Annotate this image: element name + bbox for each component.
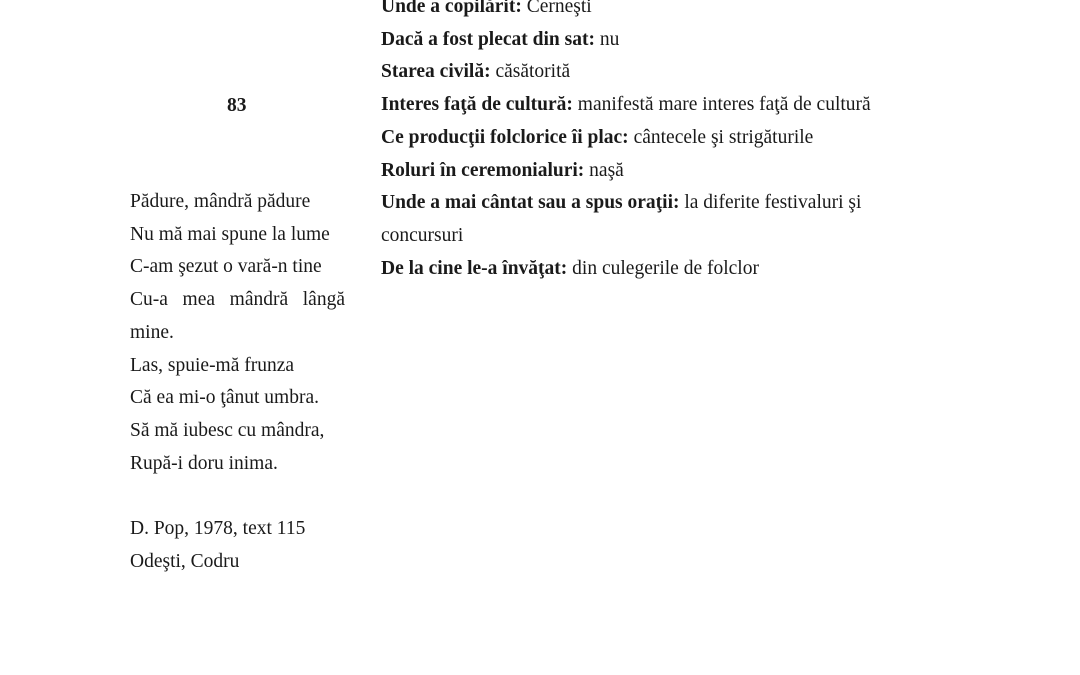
field-value: din culegerile de folclor [567, 257, 759, 279]
field-label: Ce producţii folclorice îi plac: [381, 126, 629, 148]
poem-line: mine. [130, 321, 174, 343]
field-label: Unde a mai cântat sau a spus oraţii: [381, 192, 680, 214]
field-value: nu [594, 28, 620, 50]
field-childhood-place [381, 0, 921, 24]
field-marital-status [381, 56, 921, 89]
field-label: De la cine le-a învăţat: [381, 257, 568, 279]
poem-line: Las, spuie-mă frunza [130, 354, 295, 376]
field-cultural-interest [381, 89, 921, 122]
field-value: manifestă mare interes faţă de cultură [572, 94, 871, 116]
field-value: cântecele şi strigăturile [628, 126, 814, 148]
poem-line: Nu mă mai spune la lume [130, 223, 330, 245]
field-label: Interes faţă de cultură: [381, 94, 573, 116]
poem-column [130, 186, 345, 578]
field-value: naşă [584, 159, 624, 181]
field-value: Cerneşti [521, 0, 592, 17]
entry-number: 83 [227, 95, 247, 116]
poem-line: Cu-a mea mândră lângă [130, 289, 345, 311]
field-label: Unde a copilărit: [381, 0, 522, 17]
field-ceremonial-roles [381, 155, 921, 188]
poem-line: Rupă-i doru inima. [130, 452, 278, 474]
field-left-village [381, 24, 921, 57]
field-label: Starea civilă: [381, 61, 491, 83]
field-label: Roluri în ceremonialuri: [381, 159, 585, 181]
poem-place: Odeşti, Codru [130, 550, 240, 572]
field-favorite-folklore [381, 122, 921, 155]
field-performances [381, 187, 921, 252]
field-value: la diferite festivaluri şi concursuri [381, 192, 862, 246]
poem-line: Să mă iubesc cu mândra, [130, 419, 325, 441]
informant-column [381, 0, 921, 285]
poem-line: Că ea mi-o ţânut umbra. [130, 387, 319, 409]
field-learned-from [381, 253, 921, 286]
poem-line: Pădure, mândră pădure [130, 191, 311, 212]
field-value: căsătorită [490, 61, 571, 83]
spacer [130, 480, 345, 513]
poem-line: C-am şezut o vară-n tine [130, 256, 322, 278]
field-label: Dacă a fost plecat din sat: [381, 28, 595, 50]
poem-source: D. Pop, 1978, text 115 [130, 518, 306, 540]
